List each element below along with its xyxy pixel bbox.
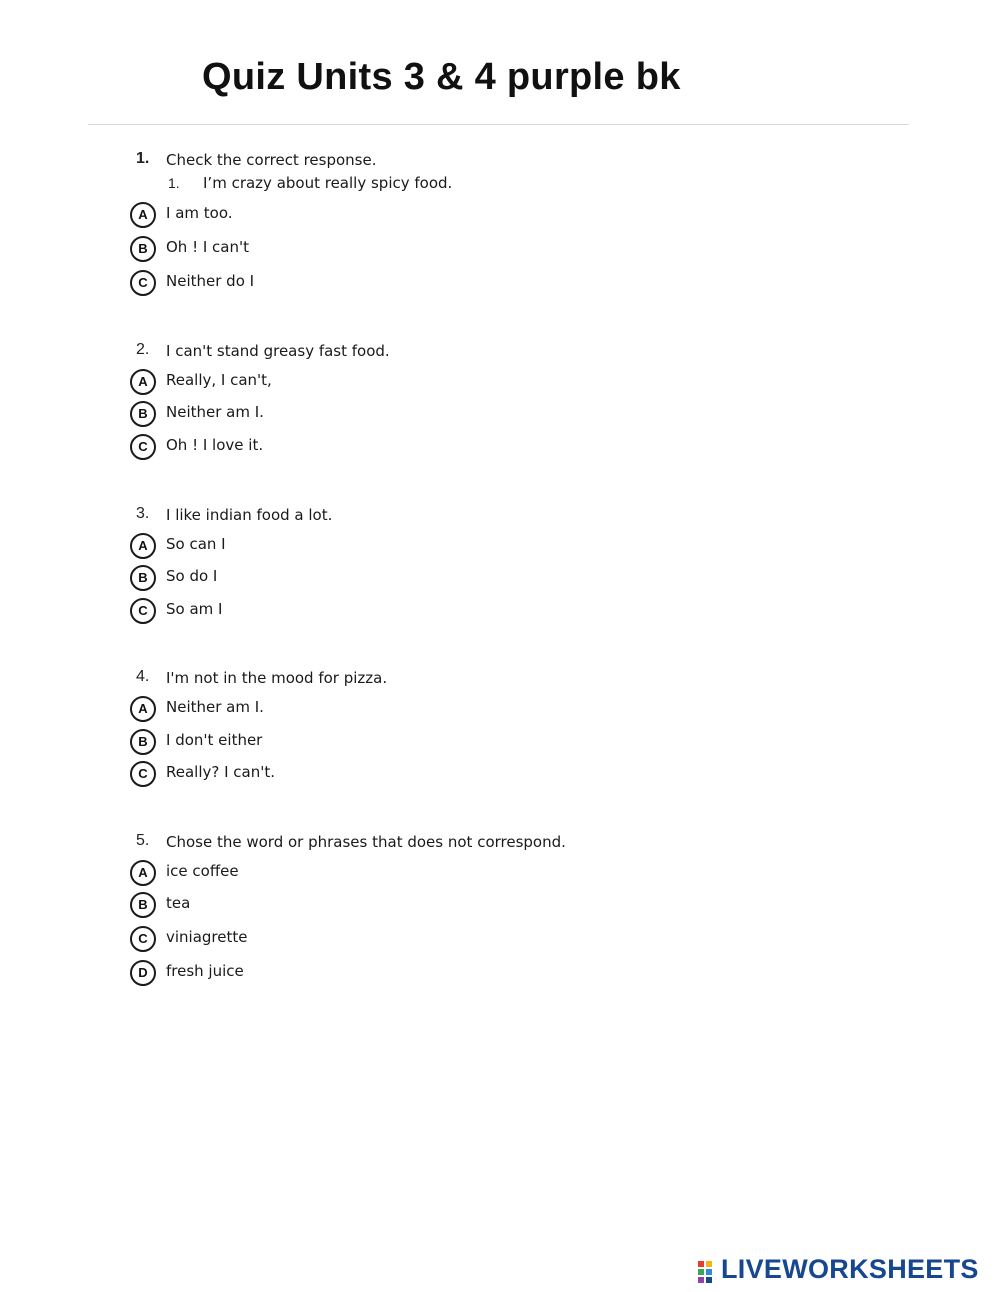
question-1-sub-text: I’m crazy about really spicy food. [203,174,453,192]
option-letter-circle: B [130,401,156,427]
option-text: Oh ! I can't [166,238,250,256]
option-text: viniagrette [166,928,248,946]
option-letter-circle: D [130,960,156,986]
question-5-number: 5. [136,832,150,849]
question-3-text: I like indian food a lot. [166,506,333,524]
option-text: Neither am I. [166,698,264,716]
question-5-text: Chose the word or phrases that does not correspond. [166,833,566,851]
title-divider [88,124,909,125]
option-letter-circle: C [130,598,156,624]
question-2-number: 2. [136,341,150,358]
option-text: Oh ! I love it. [166,436,264,454]
question-1-sub-number: 1. [168,175,180,191]
option-text: So am I [166,600,223,618]
question-1-number: 1. [136,150,150,167]
liveworksheets-logo-icon [697,1260,721,1284]
question-2-text: I can't stand greasy fast food. [166,342,390,360]
option-text: Really, I can't, [166,371,272,389]
option-text: Neither do I [166,272,255,290]
question-1-text: Check the correct response. [166,151,377,169]
option-text: Neither am I. [166,403,264,421]
option-text: So do I [166,567,218,585]
option-letter-circle: B [130,565,156,591]
option-letter-circle: C [130,926,156,952]
option-text: I don't either [166,731,263,749]
option-text: fresh juice [166,962,244,980]
option-text: ice coffee [166,862,239,880]
option-text: Really? I can't. [166,763,276,781]
option-text: tea [166,894,191,912]
option-letter-circle: B [130,892,156,918]
question-4-number: 4. [136,668,150,685]
option-letter-circle: A [130,202,156,228]
question-3-number: 3. [136,505,150,522]
option-text: So can I [166,535,226,553]
option-letter-circle: A [130,533,156,559]
option-letter-circle: C [130,434,156,460]
option-letter-circle: B [130,236,156,262]
option-letter-circle: C [130,761,156,787]
option-letter-circle: A [130,369,156,395]
option-letter-circle: C [130,270,156,296]
option-letter-circle: A [130,860,156,886]
option-letter-circle: B [130,729,156,755]
option-text: I am too. [166,204,233,222]
page-title: Quiz Units 3 & 4 purple bk [202,56,681,98]
option-letter-circle: A [130,696,156,722]
question-4-text: I'm not in the mood for pizza. [166,669,388,687]
liveworksheets-brand: LIVEWORKSHEETS [721,1254,979,1284]
